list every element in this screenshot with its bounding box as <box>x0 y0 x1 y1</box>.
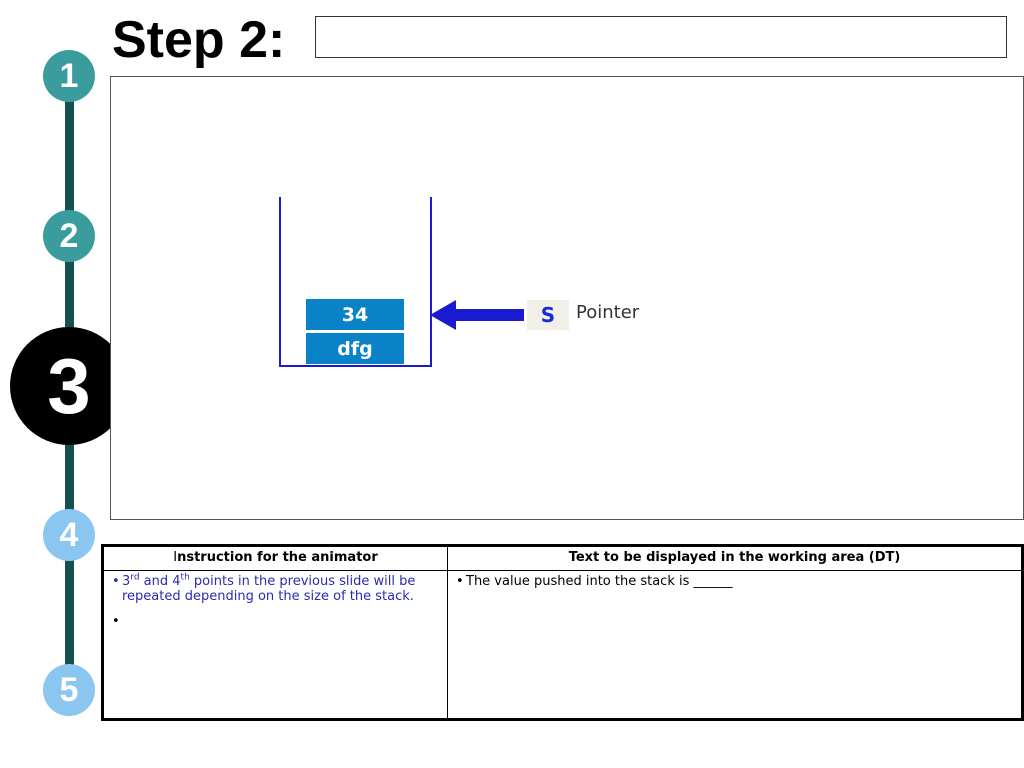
stack-right-wall <box>430 197 432 367</box>
header-instruction-initial: I <box>173 550 178 565</box>
step-1-label: 1 <box>59 56 79 95</box>
step-4-indicator[interactable] <box>43 509 95 561</box>
page-title: Step 2: <box>112 11 286 69</box>
pointer-symbol: S <box>540 303 556 327</box>
step-5-indicator[interactable] <box>43 664 95 716</box>
pointer-label: Pointer <box>576 302 640 323</box>
display-text: The value pushed into the stack is ______ <box>466 574 733 589</box>
stack-bottom-wall <box>279 365 432 367</box>
step-title-field[interactable] <box>315 16 1007 58</box>
instruction-text: 3rd and 4th points in the previous slide will be repeated depending on the size of the stack. <box>122 572 416 604</box>
list-item <box>456 574 1013 589</box>
working-area <box>110 76 1024 520</box>
header-instruction <box>104 547 448 571</box>
step-3-label: 3 <box>47 341 91 430</box>
instruction-table <box>101 544 1024 721</box>
step-2-label: 2 <box>59 216 79 255</box>
list-item <box>112 614 437 629</box>
display-text-cell <box>448 571 1021 718</box>
stack-cell-bottom: dfg <box>306 333 404 364</box>
list-item <box>112 574 437 604</box>
header-display-text: Text to be displayed in the working area (DT) <box>448 547 1021 571</box>
header-instruction-rest: nstruction for the animator <box>177 550 378 565</box>
bullet-icon: • <box>112 574 120 589</box>
bullet-icon: • <box>112 614 120 629</box>
step-4-label: 4 <box>59 515 79 554</box>
step-5-label: 5 <box>59 670 79 709</box>
bullet-icon: • <box>456 574 464 589</box>
instruction-cell <box>104 571 448 718</box>
stack-cell-top: 34 <box>306 299 404 330</box>
step-1-indicator[interactable] <box>43 50 95 102</box>
step-2-indicator[interactable] <box>43 210 95 262</box>
stack-left-wall <box>279 197 281 367</box>
left-arrow-icon <box>430 298 530 332</box>
